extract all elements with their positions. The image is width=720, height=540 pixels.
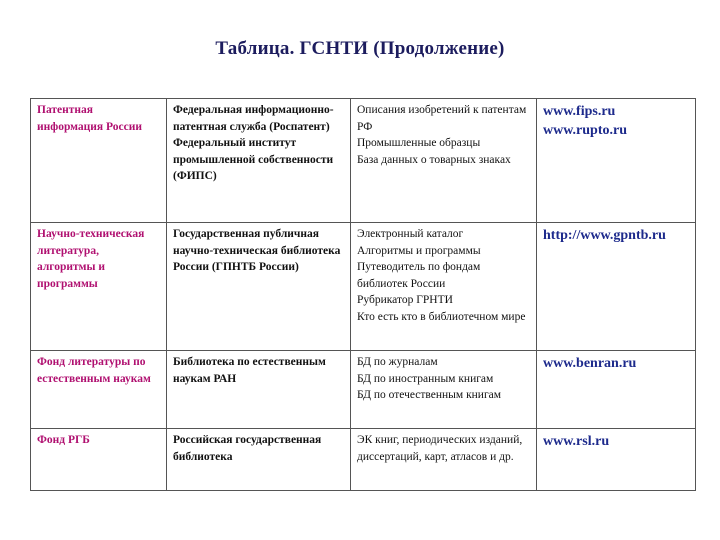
source-cell: Научно-техническая литература, алгоритмы и программы [31,223,167,351]
website-link[interactable]: www.fips.ru [543,104,616,119]
source-cell: Фонд РГБ [31,429,167,491]
resources-cell [351,99,537,223]
resource-item: Алгоритмы и программы [357,244,481,257]
links-cell [537,99,696,223]
page-title: Таблица. ГСНТИ (Продолжение) [215,38,505,59]
links-cell [537,429,696,491]
resource-item: Рубрикатор ГРНТИ [357,294,453,306]
organization-cell: Библиотека по естественным наукам РАН [167,351,351,429]
website-link[interactable]: www.rsl.ru [543,434,610,449]
table-row [31,223,696,351]
resource-item: БД по иностранным книгам [357,372,494,385]
website-link[interactable]: http://www.gpntb.ru [543,228,666,243]
source-cell: Патентная информация России [31,99,167,223]
resource-item: ЭК книг, периодических изданий, диссертаций, карт, атласов и др. [357,434,523,463]
website-link[interactable]: www.rupto.ru [543,123,628,138]
organization-cell: Российская государственная библиотека [167,429,351,491]
website-link[interactable]: www.benran.ru [543,356,637,371]
resources-cell [351,223,537,351]
links-cell [537,351,696,429]
resource-item: Электронный каталог [357,228,464,240]
organization-cell: Государственная публичная научно-техническая библиотека России (ГПНТБ России) [167,223,351,351]
resources-cell [351,351,537,429]
table-row [31,99,696,223]
resource-item: База данных о товарных знаках [357,153,511,166]
resource-item: БД по журналам [357,356,438,368]
resource-item: Путеводитель по фондам библиотек России [357,261,481,290]
resource-item: Кто есть кто в библиотечном мире [357,310,526,323]
organization-cell: Федеральная информационно-патентная служба (Роспатент) Федеральный институт промышленной собственности (ФИПС) [167,99,351,223]
table-row [31,351,696,429]
resource-item: Описания изобретений к патентам РФ [357,104,527,133]
links-cell [537,223,696,351]
resource-item: Промышленные образцы [357,137,481,149]
source-cell: Фонд литературы по естественным наукам [31,351,167,429]
resource-item: БД по отечественным книгам [357,389,502,401]
table-row [31,429,696,491]
gsnti-table [30,98,696,491]
resources-cell [351,429,537,491]
